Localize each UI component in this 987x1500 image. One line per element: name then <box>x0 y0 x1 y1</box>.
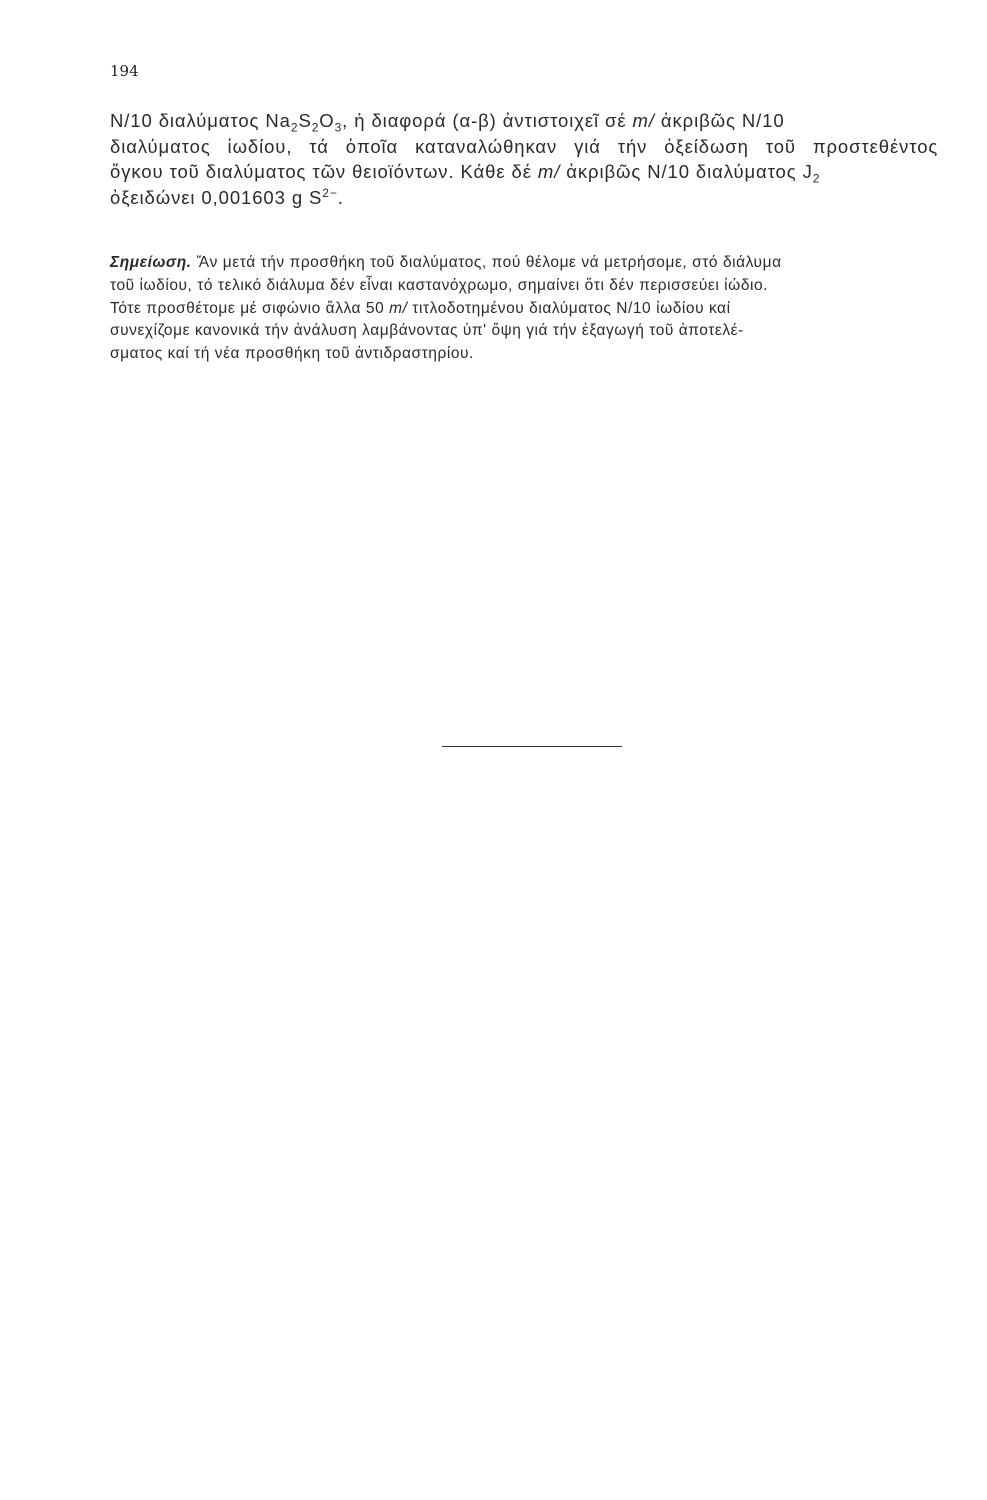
unit-ml: m/ <box>389 299 408 317</box>
note-line-2: τοῦ ἰωδίου, τό τελικό διάλυμα δέν εἶναι καστανόχρωμο, σημαίνει ὅτι δέν περισσεύει ἰώδιο. <box>110 276 769 294</box>
note-paragraph <box>110 252 938 366</box>
note-label: Σημείωση. <box>110 254 192 271</box>
paragraph-titration <box>110 108 938 210</box>
subscript: 2 <box>812 171 821 186</box>
section-divider-rule <box>442 746 622 747</box>
note-line-4: συνεχίζομε κανονικά τήν ἀνάλυση λαμβάνοντας ὑπ' ὄψη γιά τήν ἐξαγωγή τοῦ ἀποτελέ- <box>110 322 744 340</box>
note-line-3: Τότε προσθέτομε μέ σιφώνιο ἄλλα 50 m/ τιτλοδοτημένου διαλύματος N/10 ἰωδίου καί <box>110 299 731 317</box>
paragraph-line-1: N/10 διαλύματος $Na_2S_2O_3$, ἡ διαφορά (α-β) ἀντιστοιχεῖ σέ m/ ἀκριβῶς N/10 <box>110 110 785 135</box>
superscript-charge: 2− <box>322 185 338 200</box>
paragraph-line-4: ὀξειδώνει 0,001603 g $S^{2-}$. <box>110 185 344 208</box>
paragraph-line-3: ὄγκου τοῦ διαλύματος τῶν θειοϊόντων. Κάθε δέ m/ ἀκριβῶς N/10 διαλύματος $J_2$ <box>110 161 821 186</box>
subscript: 2 <box>311 120 320 135</box>
subscript: 3 <box>334 120 343 135</box>
note-line-5: σματος καί τή νέα προσθήκη τοῦ ἀντιδραστηρίου. <box>110 345 474 363</box>
note-line-1: Σημείωση. Ἄν μετά τήν προσθήκη τοῦ διαλύματος, πού θέλομε νά μετρήσομε, στό διάλυμα <box>110 254 782 271</box>
page-number: 194 <box>110 62 139 80</box>
subscript: 2 <box>290 120 299 135</box>
unit-ml: m/ <box>632 110 655 131</box>
unit-ml: m/ <box>537 161 561 182</box>
paragraph-line-2: διαλύματος ἰωδίου, τά ὁποῖα καταναλώθηκαν γιά τήν ὀξείδωση τοῦ προστεθέντος <box>110 135 939 157</box>
